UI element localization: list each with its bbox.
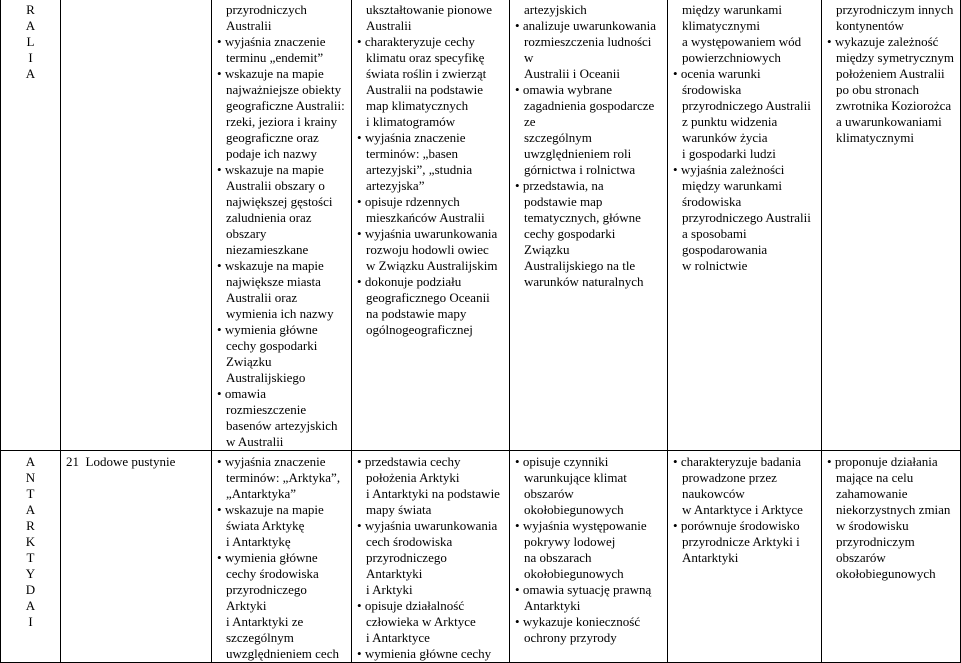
continuation-line: map klimatycznych [366,98,469,113]
continuation-line: obszary [226,226,267,241]
continuation-line: na podstawie mapy [366,306,467,321]
continuation-line: geograficznego Oceanii [366,290,490,305]
bullet-item: • charakteryzuje badania [673,454,816,470]
continuation-line: Australii [366,18,412,33]
region-letter: I [28,50,33,65]
bullet-item: • omawia sytuację prawną [515,582,662,598]
bullet-item: • wyjaśnia znaczenie [217,454,346,470]
continuation-line: a uwarunkowaniami [836,114,942,129]
continuation-line: górnictwa i rolnictwa [524,162,636,177]
table-row [1,0,961,451]
region-letter: L [26,34,35,49]
continuation-line: na obszarach [524,550,592,565]
requirements-col-advanced [510,451,668,663]
bullet-item: • proponuje działania [827,454,955,470]
continuation-line: rzeki, jeziora i krainy [226,114,338,129]
bullet-item: • wymienia główne [217,550,346,566]
region-cell [1,451,61,663]
continuation-line: największe miasta [226,274,321,289]
bullet-item: • wskazuje na mapie [217,502,346,518]
continuation-line: mające na celu [836,470,914,485]
continuation-line: cechy środowiska [226,566,319,581]
region-letter: Y [25,566,36,581]
continuation-line: klimatycznymi [682,18,760,33]
continuation-line: przyrodniczym [836,534,915,549]
bullet-item: • wykazuje zależność [827,34,955,50]
bullet-item: • charakteryzuje cechy [357,34,504,50]
continuation-line: przyrodniczego Australii [682,98,811,113]
continuation-line: i Antarktykę [226,534,291,549]
continuation-line: ogólnogeograficznej [366,322,473,337]
continuation-line: ukształtowanie pionowe [366,2,492,17]
bullet-item: • wyjaśnia uwarunkowania [357,226,504,242]
continuation-line: z punktu widzenia [682,114,778,129]
continuation-line: środowiska [682,82,742,97]
region-letter: R [26,2,35,17]
continuation-line: geograficzne oraz [226,130,319,145]
continuation-line: i Antarktyce [366,630,430,645]
continuation-line: przyrodniczego Australii [682,210,811,225]
bullet-item: • wskazuje na mapie [217,258,346,274]
continuation-line: terminów: „Arktyka”, [226,470,341,485]
requirements-col-basic [212,451,352,663]
requirements-col-intermediate [352,0,510,451]
region-letter: T [26,486,35,501]
continuation-line: podaje ich nazwy [226,146,317,161]
bullet-item: • opisuje rdzennych [357,194,504,210]
continuation-line: po obu stronach [836,82,920,97]
continuation-line: geograficzne Australii: [226,98,345,113]
continuation-line: okołobiegunowych [524,566,624,581]
requirements-col-extended [668,0,822,451]
bullet-item: • przedstawia, na [515,178,662,194]
continuation-line: w Antarktyce i Arktyce [682,502,803,517]
continuation-line: okołobiegunowych [524,502,624,517]
continuation-line: rozwoju hodowli owiec [366,242,489,257]
continuation-line: i Antarktyki ze [226,614,304,629]
bullet-item: • wyjaśnia występowanie [515,518,662,534]
continuation-line: położenia Arktyki [366,470,460,485]
continuation-line: zaludnienia oraz [226,210,312,225]
continuation-line: uwzględnieniem cech [226,646,339,661]
continuation-line: szczególnym [524,130,592,145]
continuation-line: szczególnym [226,630,294,645]
continuation-line: Australijskiego [226,370,306,385]
region-letter: T [26,550,35,565]
continuation-line: „Antarktyka” [226,486,297,501]
lesson-cell [61,0,212,451]
continuation-line: między warunkami [682,2,782,17]
continuation-line: zagadnienia gospodarcze ze [524,98,655,129]
continuation-line: tematycznych, główne [524,210,641,225]
continuation-line: zahamowanie [836,486,908,501]
bullet-item: • omawia wybrane [515,82,662,98]
continuation-line: warunków życia [682,130,768,145]
continuation-line: Związku [226,354,272,369]
bullet-item: • opisuje czynniki [515,454,662,470]
bullet-item: • wykazuje konieczność [515,614,662,630]
continuation-line: naukowców [682,486,745,501]
continuation-line: gospodarowania [682,242,768,257]
continuation-line: w rolnictwie [682,258,748,273]
continuation-line: klimatu oraz specyfikę [366,50,485,65]
continuation-line: Antarktyki [682,550,739,565]
bullet-item: • wyjaśnia znaczenie [357,130,504,146]
region-letter: A [25,598,36,613]
requirements-list [515,2,662,290]
continuation-line: obszarów [524,486,574,501]
continuation-line: Australii obszary o [226,178,325,193]
continuation-line: kontynentów [836,18,904,33]
continuation-line: obszarów [836,550,886,565]
continuation-line: świata Arktykę [226,518,305,533]
continuation-line: cechy gospodarki [226,338,318,353]
requirements-col-extra [822,451,961,663]
continuation-line: pokrywy lodowej [524,534,616,549]
continuation-line: w Związku Australijskim [366,258,498,273]
continuation-line: artezyjska” [366,178,425,193]
bullet-item: • wymienia główne cechy [357,646,504,662]
continuation-line: przyrodniczego Arktyki [226,582,307,613]
continuation-line: Australii i Oceanii [524,66,621,81]
continuation-line: przyrodniczych [226,2,307,17]
table-row [1,451,961,663]
continuation-line: cech środowiska [366,534,453,549]
continuation-line: przyrodnicze Arktyki i [682,534,800,549]
bullet-item: • wskazuje na mapie [217,66,346,82]
continuation-line: prowadzone przez [682,470,777,485]
region-letter: D [25,582,36,597]
continuation-line: a występowaniem wód [682,34,802,49]
requirements-list [217,2,346,450]
continuation-line: człowieka w Arktyce [366,614,476,629]
requirements-list [673,454,816,566]
region-letter: A [25,502,36,517]
continuation-line: rozmieszczenie [226,402,307,417]
bullet-item: • wyjaśnia zależności [673,162,816,178]
requirements-col-advanced [510,0,668,451]
continuation-line: i Arktyki [366,582,413,597]
region-letter: A [25,18,36,33]
continuation-line: cechy gospodarki Związku [524,226,616,257]
requirements-list [515,454,662,646]
continuation-line: artezyjskich [524,2,587,17]
region-letter: K [25,534,36,549]
requirements-list [357,454,504,662]
requirements-list [217,454,346,662]
continuation-line: świata roślin i zwierząt [366,66,487,81]
requirements-list [357,2,504,338]
bullet-item: • opisuje działalność [357,598,504,614]
continuation-line: mapy świata [366,502,432,517]
requirements-list [827,2,955,146]
continuation-line: terminu „endemit” [226,50,324,65]
bullet-item: • dokonuje podziału [357,274,504,290]
continuation-line: położeniem Australii [836,66,945,81]
bullet-item: • przedstawia cechy [357,454,504,470]
continuation-line: przyrodniczym innych [836,2,954,17]
continuation-line: a sposobami [682,226,747,241]
continuation-line: mieszkańców Australii [366,210,485,225]
continuation-line: niezamieszkane [226,242,309,257]
bullet-item: • wyjaśnia uwarunkowania [357,518,504,534]
bullet-item: • wskazuje na mapie [217,162,346,178]
continuation-line: podstawie map [524,194,603,209]
continuation-line: powierzchniowych [682,50,781,65]
requirements-col-basic [212,0,352,451]
continuation-line: warunkujące klimat [524,470,627,485]
requirements-col-extended [668,451,822,663]
bullet-item: • porównuje środowisko [673,518,816,534]
continuation-line: i gospodarki ludzi [682,146,776,161]
continuation-line: Antarktyki [524,598,581,613]
lesson-title: 21 Lodowe pustynie [66,454,176,469]
continuation-line: najważniejsze obiekty [226,82,342,97]
region-letter: A [25,66,36,81]
continuation-line: terminów: „basen [366,146,459,161]
continuation-line: w środowisku [836,518,909,533]
continuation-line: klimatycznymi [836,130,914,145]
region-cell [1,0,61,451]
requirements-col-intermediate [352,451,510,663]
continuation-line: między warunkami [682,178,782,193]
bullet-item: • wymienia główne [217,322,346,338]
continuation-line: w Australii [226,434,284,449]
continuation-line: między symetrycznym [836,50,955,65]
region-letter: N [25,470,36,485]
continuation-line: artezyjski”, „studnia [366,162,473,177]
lesson-cell [61,451,212,663]
continuation-line: uwzględnieniem roli [524,146,632,161]
region-letter: I [28,614,33,629]
bullet-item: • omawia [217,386,346,402]
bullet-item: • wyjaśnia znaczenie [217,34,346,50]
continuation-line: największej gęstości [226,194,333,209]
continuation-line: przyrodniczego Antarktyki [366,550,447,581]
continuation-line: rozmieszczenia ludności w [524,34,652,65]
continuation-line: środowiska [682,194,742,209]
region-letter: R [26,518,35,533]
requirements-list [827,454,955,582]
continuation-line: okołobiegunowych [836,566,936,581]
requirements-list [673,2,816,274]
continuation-line: i Antarktyki na podstawie [366,486,500,501]
continuation-line: ochrony przyrody [524,630,617,645]
continuation-line: Australii oraz [226,290,298,305]
bullet-item: • analizuje uwarunkowania [515,18,662,34]
continuation-line: Australii [226,18,272,33]
requirements-col-extra [822,0,961,451]
continuation-line: niekorzystnych zmian [836,502,951,517]
continuation-line: basenów artezyjskich [226,418,338,433]
continuation-line: wymienia ich nazwy [226,306,334,321]
continuation-line: zwrotnika Koziorożca [836,98,952,113]
region-letter: A [25,454,36,469]
continuation-line: warunków naturalnych [524,274,644,289]
continuation-line: i klimatogramów [366,114,456,129]
continuation-line: Australijskiego na tle [524,258,636,273]
bullet-item: • ocenia warunki [673,66,816,82]
continuation-line: Australii na podstawie [366,82,483,97]
